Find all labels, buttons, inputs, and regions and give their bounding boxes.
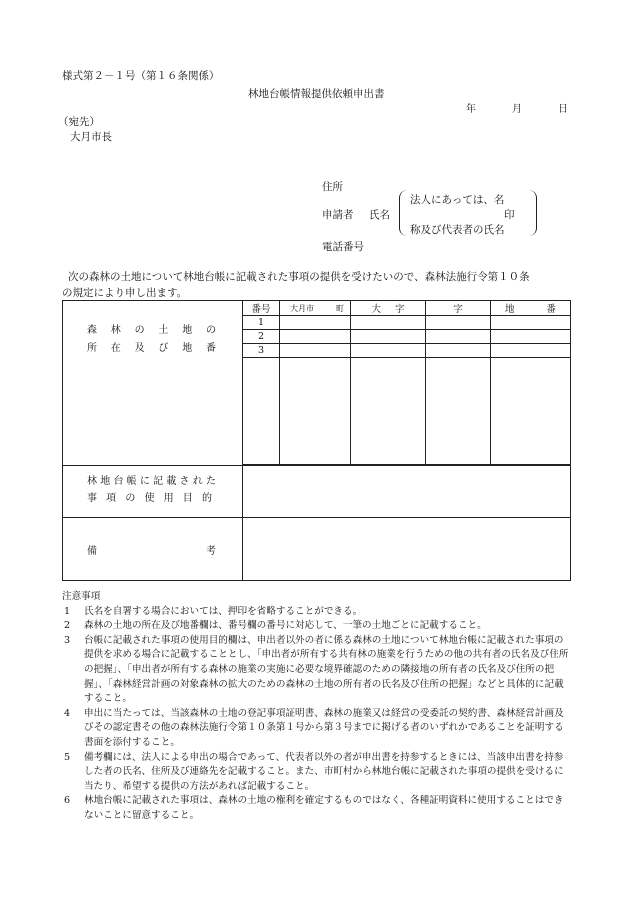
purpose-label-line1: 林 地 台 帳 に 記 載 さ れ た — [87, 476, 216, 487]
purpose-label-line2: 事 項 の 使 用 目 的 — [87, 493, 212, 504]
phone-label: 電話番号 — [322, 241, 364, 253]
location-label-line2: 所 在 及 び 地 番 — [87, 343, 216, 354]
row-2-town[interactable] — [280, 330, 351, 344]
note-item: 1 氏名を自署する場合においては、押印を省略することができる。 — [64, 605, 363, 617]
col-aza-header-2: 字 — [426, 301, 491, 316]
blank-aza[interactable] — [351, 358, 426, 465]
row-1-town[interactable] — [280, 316, 351, 330]
document-title: 林地台帳情報提供依頼申出書 — [248, 88, 385, 100]
row-number: 3 — [243, 344, 280, 358]
bracket-left — [399, 190, 408, 236]
location-label-cell — [63, 301, 243, 466]
row-1-aza2[interactable] — [426, 316, 491, 330]
addressee-label: （宛先） — [58, 116, 100, 128]
seal-mark: 印 — [504, 209, 515, 221]
row-3-aza[interactable] — [351, 344, 426, 358]
location-label-line1: 森 林 の 土 地 の — [87, 325, 216, 336]
bracket-text-line3: 称及び代表者の氏名 — [410, 224, 505, 236]
row-3-chiban[interactable] — [491, 344, 571, 358]
note-item: 5 備考欄には、法人による申出の場合であって、代表者以外の者が申出書を持参するときには、当該申出書を持参した者の氏名、住所及び連絡先を記載すること。また、市町村から林地台帳に記載された事項の提供を受けるに当たり、希望する提供の方法があれば記載すること。 — [64, 751, 564, 792]
applicant-label: 申請者 — [322, 209, 354, 221]
form-number: 様式第２－１号（第１６条関係） — [62, 70, 220, 82]
row-2-aza2[interactable] — [426, 330, 491, 344]
note-item: 4 申出に当たっては、当該森林の土地の登記事項証明書、森林の施業又は経営の受委託の契約書、森林経営計画及びその認定書その他の森林法施行令第１０条第１号から第３号までに掲げる者のいずれかであることを証明する書面を添付すること。 — [64, 707, 564, 748]
intro-line2: の規定により申し出ます。 — [62, 287, 188, 299]
name-label: 氏名 — [369, 209, 390, 221]
remarks-field[interactable] — [243, 518, 571, 581]
intro-line1: 次の森林の土地について林地台帳に記載された事項の提供を受けたいので、森林法施行令第１０条 — [68, 271, 530, 283]
date-day-label: 日 — [558, 104, 568, 115]
land-table — [62, 300, 571, 581]
date-month-label: 月 — [512, 104, 522, 115]
col-city-label: 大月市 — [290, 303, 314, 313]
bracket-right — [528, 190, 537, 236]
blank-chiban[interactable] — [491, 358, 571, 465]
row-number: 1 — [243, 316, 280, 330]
col-city-header — [280, 301, 351, 316]
row-2-chiban[interactable] — [491, 330, 571, 344]
blank-cell — [243, 358, 280, 465]
date-year-label: 年 — [466, 104, 476, 115]
addressee: 大月市長 — [70, 131, 112, 143]
remarks-label-cell — [63, 518, 243, 581]
row-1-aza[interactable] — [351, 316, 426, 330]
address-label: 住所 — [322, 181, 343, 193]
row-1-chiban[interactable] — [491, 316, 571, 330]
col-number-header: 番号 — [243, 301, 280, 316]
purpose-field[interactable] — [243, 466, 571, 518]
bracket-text-line1: 法人にあっては、名 — [410, 194, 505, 206]
purpose-label-cell — [63, 466, 243, 518]
remarks-label-2: 考 — [206, 545, 216, 557]
col-town-label: 町 — [336, 303, 344, 313]
note-item: 2 森林の土地の所在及び地番欄は、番号欄の番号に対応して、一筆の土地ごとに記載すること。 — [64, 620, 487, 632]
row-3-town[interactable] — [280, 344, 351, 358]
row-2-aza[interactable] — [351, 330, 426, 344]
notes-heading: 注意事項 — [62, 591, 101, 602]
col-aza-header: 大 字 — [351, 301, 426, 316]
row-number: 2 — [243, 330, 280, 344]
notes-section — [62, 590, 570, 824]
row-3-aza2[interactable] — [426, 344, 491, 358]
note-item: 6 林地台帳に記載された事項は、森林の土地の権利を確定するものではなく、各種証明資料に使用することはできないことに留意すること。 — [64, 795, 564, 821]
note-item: 3 台帳に記載された事項の使用目的欄は、申出者以外の者に係る森林の土地について林地台帳に記載された事項の提供を求める場合に記載することとし、「申出者が所有する共有林の施業を行うための他の共有者の氏名及び住所の把握」、「申出者が所有する森林の施業の実施に必要な境界確認のための隣接地の所有者の氏名及び住所の把握」、「森林経営計画の対象森林の拡大のための森林の土地の所有者の氏名及び住所の把握」などと具体的に記載すること。 — [64, 634, 569, 705]
blank-town[interactable] — [280, 358, 351, 465]
blank-aza2[interactable] — [426, 358, 491, 465]
remarks-label-1: 備 — [87, 545, 97, 557]
col-chiban-header: 地 番 — [491, 301, 571, 316]
